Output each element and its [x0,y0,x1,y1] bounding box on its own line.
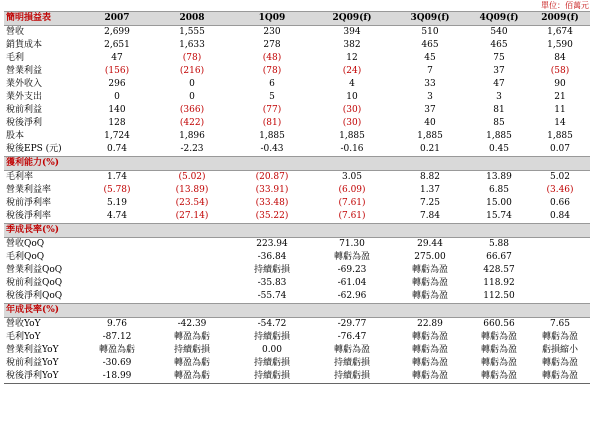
row-label: 營收YoY [6,319,41,329]
row-label: 銷貨成本 [6,40,43,50]
table-cell: 0.00 [261,345,283,355]
table-cell: 9.76 [106,319,128,329]
table-cell: -36.84 [257,252,287,262]
table-cell [530,277,590,290]
qoq-section-header [4,224,590,238]
table-cell [152,264,232,277]
table-cell: 0 [189,79,195,89]
table-row [4,143,590,157]
table-cell: 12 [346,53,358,63]
table-cell: 4.74 [106,211,128,221]
table-cell: 7 [427,66,433,76]
row-label: 營業利益YoY [6,345,59,355]
table-cell: 394 [343,27,361,37]
table-cell: (5.02) [178,172,206,182]
row-label: 稅後淨利QoQ [6,291,63,301]
table-cell: 1.37 [419,185,441,195]
table-cell: (78) [262,66,282,76]
table-cell: 90 [554,79,566,89]
table-cell: 持續虧損 [173,345,210,355]
row-label: 稅前利益QoQ [6,278,63,288]
table-cell: 轉虧為盈 [411,291,448,301]
table-cell [530,264,590,277]
table-cell: 71.30 [339,239,365,249]
table-cell [152,290,232,304]
table-cell: 140 [108,105,126,115]
table-cell: (35.22) [255,211,289,221]
table-cell: 1,555 [179,27,205,37]
section-filler [468,157,530,171]
table-cell: 278 [263,40,281,50]
row-label: 業外收入 [6,79,43,89]
table-cell: -76.47 [337,332,367,342]
table-cell [82,277,152,290]
table-cell: 296 [108,79,126,89]
section-filler [392,224,468,238]
section-filler [530,224,590,238]
section-filler [468,224,530,238]
table-cell: 轉虧為盈 [333,345,370,355]
table-cell: 118.92 [483,278,515,288]
table-cell: 37 [493,66,505,76]
table-cell [152,238,232,252]
table-cell [530,290,590,304]
section-title: 年成長率(%) [4,304,82,318]
table-cell: 3 [496,92,502,102]
table-cell: 75 [493,53,505,63]
table-row [4,238,590,252]
section-title: 季成長率(%) [4,224,82,238]
table-cell: -62.96 [337,291,367,301]
header-label: 簡明損益表 [4,12,82,26]
table-row [4,357,590,370]
table-cell [530,251,590,264]
column-header: 1Q09 [232,12,312,26]
table-cell: 428.57 [483,265,515,275]
table-cell: (20.87) [255,172,289,182]
header-row [4,12,590,26]
row-label: 業外支出 [6,92,43,102]
table-cell [152,251,232,264]
table-row [4,197,590,210]
table-cell: 81 [493,105,505,115]
income-statement-table [4,11,590,384]
table-cell: 275.00 [414,252,446,262]
table-cell: 0.74 [106,144,128,154]
table-cell: 3.05 [341,172,363,182]
section-filler [232,224,312,238]
table-cell: 465 [490,40,508,50]
table-cell: 13.89 [486,172,512,182]
table-cell: 轉虧為盈 [411,345,448,355]
table-cell: 轉虧為盈 [480,332,517,342]
table-cell: 382 [343,40,361,50]
section-filler [152,224,232,238]
table-cell: 1,674 [547,27,573,37]
table-row [4,52,590,65]
table-cell [82,251,152,264]
table-cell: 7.84 [419,211,441,221]
table-cell: 84 [554,53,566,63]
section-filler [530,304,590,318]
table-cell: 7.65 [549,319,571,329]
table-cell: 轉虧為盈 [411,358,448,368]
table-cell: -35.83 [257,278,287,288]
section-filler [82,304,152,318]
table-row [4,184,590,197]
table-cell: (48) [262,53,282,63]
table-row [4,65,590,78]
table-row [4,26,590,40]
table-cell: -55.74 [257,291,287,301]
table-cell: 10 [346,92,358,102]
table-cell: 5.02 [549,172,571,182]
table-cell: 15.00 [486,198,512,208]
table-cell: (216) [179,66,205,76]
table-cell: 轉盈為虧 [98,345,135,355]
table-cell: 轉虧為盈 [541,358,578,368]
table-cell: 45 [424,53,436,63]
table-cell: 6.85 [488,185,510,195]
column-header: 3Q09(f) [392,12,468,26]
section-filler [82,224,152,238]
table-cell: 1,590 [547,40,573,50]
table-cell: -0.16 [340,144,364,154]
table-cell: 轉虧為盈 [541,332,578,342]
table-cell: (30) [342,118,362,128]
table-cell: 1,633 [179,40,205,50]
table-cell: (7.61) [338,211,366,221]
table-cell: -0.43 [260,144,284,154]
table-row [4,318,590,332]
row-label: 營收QoQ [6,239,45,249]
table-cell [82,290,152,304]
table-body [4,12,590,384]
section-filler [152,157,232,171]
table-cell: 轉虧為盈 [468,370,530,384]
table-cell: 虧損縮小 [541,345,578,355]
table-cell: -87.12 [102,332,132,342]
section-filler [312,304,392,318]
table-cell: (156) [104,66,130,76]
table-cell: 66.67 [486,252,512,262]
table-cell: 4 [349,79,355,89]
table-cell: 230 [263,27,281,37]
table-cell: 1,885 [259,131,285,141]
table-cell: 轉盈為虧 [152,370,232,384]
table-cell: 6 [269,79,275,89]
table-cell: (81) [262,118,282,128]
table-cell: 持續虧損 [333,358,370,368]
table-cell: 0 [189,92,195,102]
row-label: 稅後淨利YoY [4,370,82,384]
table-cell: (33.48) [255,198,289,208]
table-cell: 11 [554,105,566,115]
section-filler [392,157,468,171]
table-cell: 0.21 [419,144,441,154]
row-label: 稅後EPS (元) [6,144,62,154]
table-cell: (7.61) [338,198,366,208]
section-filler [312,224,392,238]
table-cell: 轉虧為盈 [530,370,590,384]
table-cell: (13.89) [175,185,209,195]
table-cell: 29.44 [417,239,443,249]
table-cell: 持續虧損 [253,265,290,275]
table-cell: 持續虧損 [253,358,290,368]
table-row [4,130,590,143]
row-label: 稅前利益YoY [6,358,59,368]
column-header: 2009(f) [530,12,590,26]
yoy-section-header [4,304,590,318]
section-filler [232,304,312,318]
table-row [4,290,590,304]
table-cell: (78) [182,53,202,63]
table-cell: (422) [179,118,205,128]
table-cell: 0.07 [549,144,571,154]
row-label: 毛利YoY [6,332,41,342]
table-cell: 持續虧損 [253,332,290,342]
section-filler [312,157,392,171]
section-filler [392,304,468,318]
table-cell: (33.91) [255,185,289,195]
unit-label: 單位：佰萬元 [541,1,589,10]
table-cell [82,264,152,277]
table-cell: 轉盈為虧 [173,332,210,342]
table-cell: 510 [421,27,439,37]
table-cell: 15.74 [486,211,512,221]
table-cell: 5.19 [106,198,128,208]
table-cell: 0 [114,92,120,102]
table-cell: 0.66 [549,198,571,208]
table-cell: 轉虧為盈 [480,345,517,355]
table-cell: 轉虧為盈 [411,278,448,288]
section-filler [530,157,590,171]
table-cell: 8.82 [419,172,441,182]
table-cell: 1.74 [106,172,128,182]
row-label: 股本 [6,131,25,141]
table-row [4,91,590,104]
table-cell: -18.99 [82,370,152,384]
table-row [4,344,590,357]
table-cell: (5.78) [103,185,131,195]
table-cell: 40 [424,118,436,128]
row-label: 營業利益率 [6,185,52,195]
table-cell: -61.04 [337,278,367,288]
table-cell: (6.09) [338,185,366,195]
table-cell: -42.39 [177,319,207,329]
table-cell: 540 [490,27,508,37]
table-cell: 21 [554,92,566,102]
table-cell: 1,896 [179,131,205,141]
table-row [4,251,590,264]
table-cell: (366) [179,105,205,115]
column-header: 2007 [82,12,152,26]
table-cell: -29.77 [337,319,367,329]
section-title: 獲利能力(%) [4,157,82,171]
table-cell: -2.23 [180,144,204,154]
table-cell: 1,724 [104,131,130,141]
table-cell: 223.94 [256,239,288,249]
table-cell: -69.23 [337,265,367,275]
table-cell: 14 [554,118,566,128]
column-header: 4Q09(f) [468,12,530,26]
table-cell: 85 [493,118,505,128]
row-label: 毛利QoQ [6,252,45,262]
table-cell: (23.54) [175,198,209,208]
table-cell [530,238,590,252]
table-cell: -30.69 [102,358,132,368]
table-cell: 7.25 [419,198,441,208]
table-cell: 1,885 [486,131,512,141]
row-label: 稅前利益 [6,105,43,115]
row-label: 稅前淨利率 [6,198,52,208]
row-label: 營業利益 [6,66,43,76]
table-cell: 1,885 [339,131,365,141]
table-cell: 33 [424,79,436,89]
section-filler [82,157,152,171]
table-cell [82,238,152,252]
table-cell: 3 [427,92,433,102]
row-label: 毛利 [6,53,25,63]
table-cell: 轉虧為盈 [333,252,370,262]
table-cell: 112.50 [483,291,515,301]
table-cell: 轉盈為虧 [173,358,210,368]
table-cell: (3.46) [546,185,574,195]
table-cell: 22.89 [417,319,443,329]
column-header: 2008 [152,12,232,26]
table-row [4,277,590,290]
table-cell: 1,885 [417,131,443,141]
table-cell: 轉虧為盈 [411,265,448,275]
table-cell: 5.88 [488,239,510,249]
table-cell: 47 [493,79,505,89]
row-label: 稅後淨利率 [6,211,52,221]
table-cell: -54.72 [257,319,287,329]
table-row [4,39,590,52]
section-filler [468,304,530,318]
table-row [4,370,590,384]
table-cell: 0.84 [549,211,571,221]
table-cell: (24) [342,66,362,76]
table-cell: 0.45 [488,144,510,154]
table-cell: 5 [269,92,275,102]
table-row [4,117,590,130]
table-cell: 轉虧為盈 [392,370,468,384]
table-cell: 2,651 [104,40,130,50]
table-row [4,331,590,344]
row-label: 毛利率 [6,172,34,182]
table-cell: 轉虧為盈 [411,332,448,342]
table-row [4,264,590,277]
row-label: 營業利益QoQ [6,265,63,275]
table-row [4,210,590,224]
table-cell: 47 [111,53,123,63]
table-cell: 37 [424,105,436,115]
section-filler [152,304,232,318]
table-cell: 660.56 [483,319,515,329]
column-header: 2Q09(f) [312,12,392,26]
table-cell: (30) [342,105,362,115]
table-cell [152,277,232,290]
table-row [4,171,590,185]
row-label: 營收 [6,27,25,37]
table-cell: 465 [421,40,439,50]
table-cell: (58) [550,66,570,76]
table-cell: 128 [108,118,126,128]
section-filler [232,157,312,171]
table-row [4,78,590,91]
table-cell: 2,699 [104,27,130,37]
table-cell: (27.14) [175,211,209,221]
margin-section-header [4,157,590,171]
table-cell: 轉虧為盈 [480,358,517,368]
table-cell: (77) [262,105,282,115]
table-row [4,104,590,117]
table-cell: 持續虧損 [312,370,392,384]
table-cell: 持續虧損 [232,370,312,384]
table-cell: 1,885 [547,131,573,141]
row-label: 稅後淨利 [6,118,43,128]
